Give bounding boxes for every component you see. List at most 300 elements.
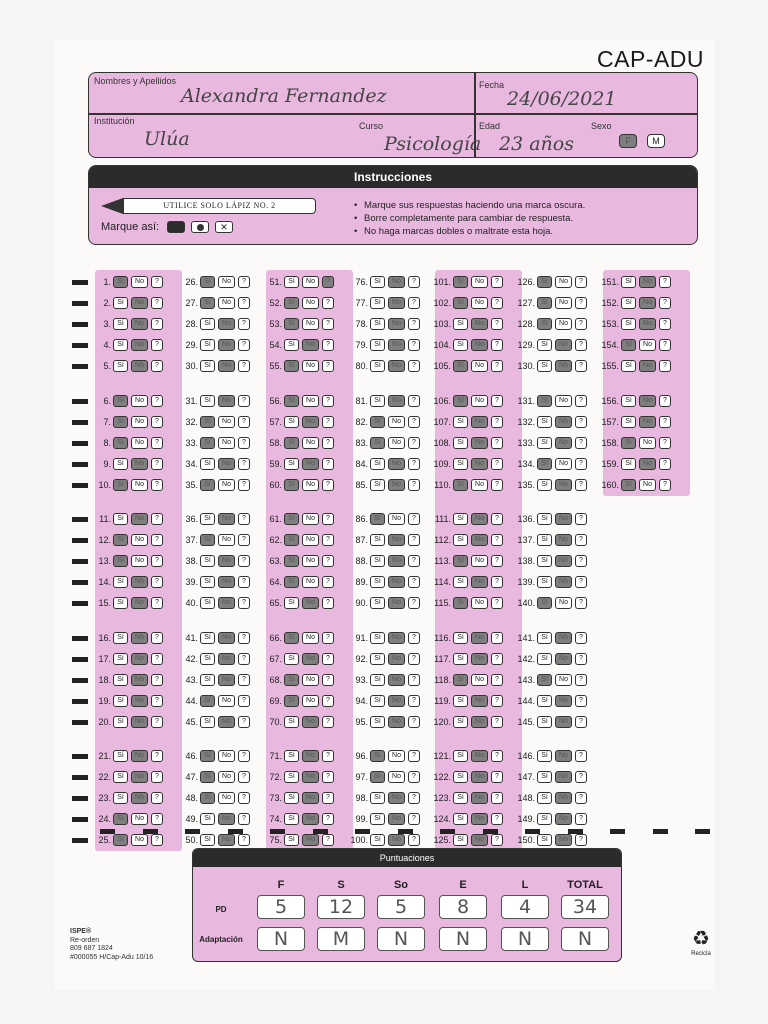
no-bubble[interactable]: No xyxy=(131,653,148,665)
no-bubble[interactable]: No xyxy=(302,297,319,309)
unsure-bubble[interactable]: ? xyxy=(322,479,334,491)
unsure-bubble[interactable]: ? xyxy=(659,276,671,288)
no-bubble[interactable]: No xyxy=(218,416,235,428)
no-bubble[interactable]: No xyxy=(131,479,148,491)
si-bubble[interactable]: Sí xyxy=(370,716,385,728)
unsure-bubble[interactable]: ? xyxy=(408,395,420,407)
unsure-bubble[interactable]: ? xyxy=(151,297,163,309)
adapt-f-cell[interactable]: N xyxy=(257,927,305,951)
unsure-bubble[interactable]: ? xyxy=(322,555,334,567)
no-bubble[interactable]: No xyxy=(302,750,319,762)
unsure-bubble[interactable]: ? xyxy=(491,318,503,330)
unsure-bubble[interactable]: ? xyxy=(238,360,250,372)
no-bubble[interactable]: No xyxy=(555,695,572,707)
unsure-bubble[interactable]: ? xyxy=(659,437,671,449)
no-bubble[interactable]: No xyxy=(131,360,148,372)
unsure-bubble[interactable]: ? xyxy=(151,360,163,372)
unsure-bubble[interactable]: ? xyxy=(491,674,503,686)
si-bubble[interactable]: Sí xyxy=(621,339,636,351)
si-bubble[interactable]: Sí xyxy=(537,416,552,428)
no-bubble[interactable]: No xyxy=(302,276,319,288)
no-bubble[interactable]: No xyxy=(218,534,235,546)
no-bubble[interactable]: No xyxy=(471,276,488,288)
si-bubble[interactable]: Sí xyxy=(113,695,128,707)
si-bubble[interactable]: Sí xyxy=(453,555,468,567)
no-bubble[interactable]: No xyxy=(131,674,148,686)
unsure-bubble[interactable]: ? xyxy=(238,479,250,491)
no-bubble[interactable]: No xyxy=(218,339,235,351)
no-bubble[interactable]: No xyxy=(388,395,405,407)
no-bubble[interactable]: No xyxy=(218,716,235,728)
si-bubble[interactable]: Sí xyxy=(113,632,128,644)
si-bubble[interactable]: Sí xyxy=(200,458,215,470)
no-bubble[interactable]: No xyxy=(471,555,488,567)
si-bubble[interactable]: Sí xyxy=(113,597,128,609)
unsure-bubble[interactable]: ? xyxy=(322,395,334,407)
si-bubble[interactable]: Sí xyxy=(453,653,468,665)
si-bubble[interactable]: Sí xyxy=(537,555,552,567)
no-bubble[interactable]: No xyxy=(302,437,319,449)
si-bubble[interactable]: Sí xyxy=(453,771,468,783)
no-bubble[interactable]: No xyxy=(302,653,319,665)
si-bubble[interactable]: Sí xyxy=(113,437,128,449)
si-bubble[interactable]: Sí xyxy=(284,339,299,351)
unsure-bubble[interactable]: ? xyxy=(322,360,334,372)
no-bubble[interactable]: No xyxy=(302,318,319,330)
unsure-bubble[interactable]: ? xyxy=(408,576,420,588)
no-bubble[interactable]: No xyxy=(131,695,148,707)
no-bubble[interactable]: No xyxy=(639,339,656,351)
no-bubble[interactable]: No xyxy=(471,479,488,491)
pd-s-cell[interactable]: 12 xyxy=(317,895,365,919)
unsure-bubble[interactable]: ? xyxy=(575,437,587,449)
unsure-bubble[interactable]: ? xyxy=(322,276,334,288)
si-bubble[interactable]: Sí xyxy=(284,360,299,372)
unsure-bubble[interactable]: ? xyxy=(238,437,250,449)
no-bubble[interactable]: No xyxy=(302,716,319,728)
no-bubble[interactable]: No xyxy=(388,771,405,783)
no-bubble[interactable]: No xyxy=(388,576,405,588)
unsure-bubble[interactable]: ? xyxy=(659,395,671,407)
no-bubble[interactable]: No xyxy=(555,513,572,525)
si-bubble[interactable]: Sí xyxy=(113,834,128,846)
no-bubble[interactable]: No xyxy=(471,653,488,665)
unsure-bubble[interactable]: ? xyxy=(575,395,587,407)
no-bubble[interactable]: No xyxy=(555,339,572,351)
si-bubble[interactable]: Sí xyxy=(537,534,552,546)
no-bubble[interactable]: No xyxy=(388,632,405,644)
no-bubble[interactable]: No xyxy=(471,834,488,846)
pd-total-cell[interactable]: 34 xyxy=(561,895,609,919)
no-bubble[interactable]: No xyxy=(471,576,488,588)
no-bubble[interactable]: No xyxy=(302,674,319,686)
no-bubble[interactable]: No xyxy=(471,339,488,351)
si-bubble[interactable]: Sí xyxy=(453,534,468,546)
unsure-bubble[interactable]: ? xyxy=(151,632,163,644)
si-bubble[interactable]: Sí xyxy=(537,360,552,372)
si-bubble[interactable]: Sí xyxy=(621,318,636,330)
si-bubble[interactable]: Sí xyxy=(537,339,552,351)
adapt-e-cell[interactable]: N xyxy=(439,927,487,951)
unsure-bubble[interactable]: ? xyxy=(408,750,420,762)
no-bubble[interactable]: No xyxy=(555,576,572,588)
si-bubble[interactable]: Sí xyxy=(370,534,385,546)
unsure-bubble[interactable]: ? xyxy=(238,792,250,804)
si-bubble[interactable]: Sí xyxy=(453,750,468,762)
si-bubble[interactable]: Sí xyxy=(453,792,468,804)
no-bubble[interactable]: No xyxy=(388,513,405,525)
unsure-bubble[interactable]: ? xyxy=(491,716,503,728)
no-bubble[interactable]: No xyxy=(555,771,572,783)
unsure-bubble[interactable]: ? xyxy=(151,534,163,546)
si-bubble[interactable]: Sí xyxy=(113,792,128,804)
unsure-bubble[interactable]: ? xyxy=(491,276,503,288)
unsure-bubble[interactable]: ? xyxy=(491,479,503,491)
si-bubble[interactable]: Sí xyxy=(113,555,128,567)
unsure-bubble[interactable]: ? xyxy=(151,771,163,783)
no-bubble[interactable]: No xyxy=(131,276,148,288)
unsure-bubble[interactable]: ? xyxy=(659,339,671,351)
no-bubble[interactable]: No xyxy=(471,674,488,686)
no-bubble[interactable]: No xyxy=(388,318,405,330)
no-bubble[interactable]: No xyxy=(471,437,488,449)
unsure-bubble[interactable]: ? xyxy=(322,695,334,707)
adapt-l-cell[interactable]: N xyxy=(501,927,549,951)
unsure-bubble[interactable]: ? xyxy=(322,750,334,762)
unsure-bubble[interactable]: ? xyxy=(408,513,420,525)
no-bubble[interactable]: No xyxy=(218,834,235,846)
no-bubble[interactable]: No xyxy=(471,458,488,470)
no-bubble[interactable]: No xyxy=(131,318,148,330)
si-bubble[interactable]: Sí xyxy=(113,750,128,762)
unsure-bubble[interactable]: ? xyxy=(322,534,334,546)
si-bubble[interactable]: Sí xyxy=(537,297,552,309)
no-bubble[interactable]: No xyxy=(302,339,319,351)
si-bubble[interactable]: Sí xyxy=(200,534,215,546)
si-bubble[interactable]: Sí xyxy=(370,395,385,407)
no-bubble[interactable]: No xyxy=(555,416,572,428)
si-bubble[interactable]: Sí xyxy=(200,771,215,783)
si-bubble[interactable]: Sí xyxy=(284,276,299,288)
si-bubble[interactable]: Sí xyxy=(200,395,215,407)
unsure-bubble[interactable]: ? xyxy=(322,653,334,665)
unsure-bubble[interactable]: ? xyxy=(322,632,334,644)
si-bubble[interactable]: Sí xyxy=(370,513,385,525)
unsure-bubble[interactable]: ? xyxy=(238,695,250,707)
pd-so-cell[interactable]: 5 xyxy=(377,895,425,919)
si-bubble[interactable]: Sí xyxy=(370,360,385,372)
unsure-bubble[interactable]: ? xyxy=(408,632,420,644)
no-bubble[interactable]: No xyxy=(131,632,148,644)
no-bubble[interactable]: No xyxy=(639,297,656,309)
sexo-m-bubble[interactable]: M xyxy=(647,134,665,148)
no-bubble[interactable]: No xyxy=(471,297,488,309)
unsure-bubble[interactable]: ? xyxy=(408,716,420,728)
unsure-bubble[interactable]: ? xyxy=(575,339,587,351)
unsure-bubble[interactable]: ? xyxy=(575,276,587,288)
no-bubble[interactable]: No xyxy=(471,534,488,546)
no-bubble[interactable]: No xyxy=(218,750,235,762)
no-bubble[interactable]: No xyxy=(302,513,319,525)
no-bubble[interactable]: No xyxy=(302,632,319,644)
si-bubble[interactable]: Sí xyxy=(453,576,468,588)
unsure-bubble[interactable]: ? xyxy=(408,458,420,470)
unsure-bubble[interactable]: ? xyxy=(238,653,250,665)
unsure-bubble[interactable]: ? xyxy=(575,513,587,525)
no-bubble[interactable]: No xyxy=(388,479,405,491)
si-bubble[interactable]: Sí xyxy=(453,597,468,609)
si-bubble[interactable]: Sí xyxy=(370,318,385,330)
si-bubble[interactable]: Sí xyxy=(621,276,636,288)
unsure-bubble[interactable]: ? xyxy=(238,416,250,428)
no-bubble[interactable]: No xyxy=(388,792,405,804)
pd-l-cell[interactable]: 4 xyxy=(501,895,549,919)
si-bubble[interactable]: Sí xyxy=(113,360,128,372)
unsure-bubble[interactable]: ? xyxy=(491,750,503,762)
unsure-bubble[interactable]: ? xyxy=(151,458,163,470)
no-bubble[interactable]: No xyxy=(302,695,319,707)
unsure-bubble[interactable]: ? xyxy=(491,834,503,846)
si-bubble[interactable]: Sí xyxy=(284,297,299,309)
si-bubble[interactable]: Sí xyxy=(113,513,128,525)
no-bubble[interactable]: No xyxy=(555,534,572,546)
adapt-so-cell[interactable]: N xyxy=(377,927,425,951)
no-bubble[interactable]: No xyxy=(302,834,319,846)
unsure-bubble[interactable]: ? xyxy=(238,750,250,762)
unsure-bubble[interactable]: ? xyxy=(151,792,163,804)
unsure-bubble[interactable]: ? xyxy=(575,632,587,644)
unsure-bubble[interactable]: ? xyxy=(575,716,587,728)
si-bubble[interactable]: Sí xyxy=(284,318,299,330)
no-bubble[interactable]: No xyxy=(639,360,656,372)
unsure-bubble[interactable]: ? xyxy=(491,597,503,609)
unsure-bubble[interactable]: ? xyxy=(151,339,163,351)
unsure-bubble[interactable]: ? xyxy=(151,716,163,728)
si-bubble[interactable]: Sí xyxy=(621,458,636,470)
unsure-bubble[interactable]: ? xyxy=(151,834,163,846)
no-bubble[interactable]: No xyxy=(555,834,572,846)
no-bubble[interactable]: No xyxy=(471,513,488,525)
si-bubble[interactable]: Sí xyxy=(200,750,215,762)
no-bubble[interactable]: No xyxy=(471,813,488,825)
no-bubble[interactable]: No xyxy=(388,716,405,728)
si-bubble[interactable]: Sí xyxy=(284,513,299,525)
unsure-bubble[interactable]: ? xyxy=(238,576,250,588)
no-bubble[interactable]: No xyxy=(218,771,235,783)
no-bubble[interactable]: No xyxy=(555,437,572,449)
no-bubble[interactable]: No xyxy=(218,360,235,372)
no-bubble[interactable]: No xyxy=(555,395,572,407)
unsure-bubble[interactable]: ? xyxy=(322,813,334,825)
si-bubble[interactable]: Sí xyxy=(537,458,552,470)
si-bubble[interactable]: Sí xyxy=(284,534,299,546)
si-bubble[interactable]: Sí xyxy=(621,360,636,372)
si-bubble[interactable]: Sí xyxy=(453,318,468,330)
si-bubble[interactable]: Sí xyxy=(284,771,299,783)
no-bubble[interactable]: No xyxy=(302,555,319,567)
unsure-bubble[interactable]: ? xyxy=(408,318,420,330)
si-bubble[interactable]: Sí xyxy=(453,395,468,407)
unsure-bubble[interactable]: ? xyxy=(238,395,250,407)
si-bubble[interactable]: Sí xyxy=(370,792,385,804)
unsure-bubble[interactable]: ? xyxy=(659,479,671,491)
unsure-bubble[interactable]: ? xyxy=(151,395,163,407)
no-bubble[interactable]: No xyxy=(131,297,148,309)
si-bubble[interactable]: Sí xyxy=(370,416,385,428)
no-bubble[interactable]: No xyxy=(388,597,405,609)
unsure-bubble[interactable]: ? xyxy=(408,792,420,804)
no-bubble[interactable]: No xyxy=(388,653,405,665)
unsure-bubble[interactable]: ? xyxy=(408,674,420,686)
fecha-field[interactable]: 24/06/2021 xyxy=(507,88,617,110)
si-bubble[interactable]: Sí xyxy=(537,318,552,330)
si-bubble[interactable]: Sí xyxy=(370,339,385,351)
no-bubble[interactable]: No xyxy=(388,276,405,288)
si-bubble[interactable]: Sí xyxy=(537,576,552,588)
si-bubble[interactable]: Sí xyxy=(621,479,636,491)
si-bubble[interactable]: Sí xyxy=(453,479,468,491)
si-bubble[interactable]: Sí xyxy=(200,416,215,428)
unsure-bubble[interactable]: ? xyxy=(491,695,503,707)
unsure-bubble[interactable]: ? xyxy=(322,458,334,470)
institucion-field[interactable]: Ulúa xyxy=(144,128,190,150)
unsure-bubble[interactable]: ? xyxy=(238,458,250,470)
si-bubble[interactable]: Sí xyxy=(113,458,128,470)
unsure-bubble[interactable]: ? xyxy=(408,653,420,665)
unsure-bubble[interactable]: ? xyxy=(491,555,503,567)
no-bubble[interactable]: No xyxy=(131,416,148,428)
si-bubble[interactable]: Sí xyxy=(453,416,468,428)
unsure-bubble[interactable]: ? xyxy=(238,674,250,686)
unsure-bubble[interactable]: ? xyxy=(491,437,503,449)
unsure-bubble[interactable]: ? xyxy=(322,297,334,309)
no-bubble[interactable]: No xyxy=(471,771,488,783)
no-bubble[interactable]: No xyxy=(555,632,572,644)
nombre-field[interactable]: Alexandra Fernandez xyxy=(181,85,387,107)
no-bubble[interactable]: No xyxy=(639,395,656,407)
pd-f-cell[interactable]: 5 xyxy=(257,895,305,919)
no-bubble[interactable]: No xyxy=(131,437,148,449)
si-bubble[interactable]: Sí xyxy=(370,555,385,567)
no-bubble[interactable]: No xyxy=(639,416,656,428)
unsure-bubble[interactable]: ? xyxy=(322,513,334,525)
si-bubble[interactable]: Sí xyxy=(537,792,552,804)
si-bubble[interactable]: Sí xyxy=(200,653,215,665)
no-bubble[interactable]: No xyxy=(218,555,235,567)
unsure-bubble[interactable]: ? xyxy=(575,750,587,762)
si-bubble[interactable]: Sí xyxy=(113,339,128,351)
si-bubble[interactable]: Sí xyxy=(370,458,385,470)
unsure-bubble[interactable]: ? xyxy=(322,834,334,846)
unsure-bubble[interactable]: ? xyxy=(322,716,334,728)
unsure-bubble[interactable]: ? xyxy=(408,339,420,351)
unsure-bubble[interactable]: ? xyxy=(322,318,334,330)
unsure-bubble[interactable]: ? xyxy=(408,834,420,846)
si-bubble[interactable]: Sí xyxy=(113,534,128,546)
no-bubble[interactable]: No xyxy=(218,674,235,686)
no-bubble[interactable]: No xyxy=(639,276,656,288)
si-bubble[interactable]: Sí xyxy=(453,437,468,449)
no-bubble[interactable]: No xyxy=(302,792,319,804)
si-bubble[interactable]: Sí xyxy=(113,479,128,491)
si-bubble[interactable]: Sí xyxy=(537,674,552,686)
unsure-bubble[interactable]: ? xyxy=(151,597,163,609)
si-bubble[interactable]: Sí xyxy=(453,632,468,644)
no-bubble[interactable]: No xyxy=(218,513,235,525)
si-bubble[interactable]: Sí xyxy=(537,834,552,846)
si-bubble[interactable]: Sí xyxy=(284,458,299,470)
no-bubble[interactable]: No xyxy=(131,458,148,470)
unsure-bubble[interactable]: ? xyxy=(575,416,587,428)
si-bubble[interactable]: Sí xyxy=(113,813,128,825)
sexo-f-bubble[interactable]: F xyxy=(619,134,637,148)
unsure-bubble[interactable]: ? xyxy=(408,297,420,309)
si-bubble[interactable]: Sí xyxy=(200,437,215,449)
si-bubble[interactable]: Sí xyxy=(200,813,215,825)
si-bubble[interactable]: Sí xyxy=(284,555,299,567)
si-bubble[interactable]: Sí xyxy=(537,750,552,762)
unsure-bubble[interactable]: ? xyxy=(238,318,250,330)
no-bubble[interactable]: No xyxy=(302,813,319,825)
no-bubble[interactable]: No xyxy=(302,771,319,783)
si-bubble[interactable]: Sí xyxy=(284,416,299,428)
unsure-bubble[interactable]: ? xyxy=(238,716,250,728)
unsure-bubble[interactable]: ? xyxy=(491,339,503,351)
no-bubble[interactable]: No xyxy=(388,534,405,546)
edad-field[interactable]: 23 años xyxy=(499,133,574,155)
unsure-bubble[interactable]: ? xyxy=(575,674,587,686)
unsure-bubble[interactable]: ? xyxy=(575,458,587,470)
no-bubble[interactable]: No xyxy=(471,792,488,804)
unsure-bubble[interactable]: ? xyxy=(491,458,503,470)
si-bubble[interactable]: Sí xyxy=(453,834,468,846)
si-bubble[interactable]: Sí xyxy=(453,276,468,288)
si-bubble[interactable]: Sí xyxy=(113,297,128,309)
unsure-bubble[interactable]: ? xyxy=(151,750,163,762)
no-bubble[interactable]: No xyxy=(639,479,656,491)
unsure-bubble[interactable]: ? xyxy=(238,534,250,546)
unsure-bubble[interactable]: ? xyxy=(491,792,503,804)
no-bubble[interactable]: No xyxy=(388,458,405,470)
unsure-bubble[interactable]: ? xyxy=(151,437,163,449)
si-bubble[interactable]: Sí xyxy=(113,276,128,288)
no-bubble[interactable]: No xyxy=(471,716,488,728)
unsure-bubble[interactable]: ? xyxy=(491,771,503,783)
si-bubble[interactable]: Sí xyxy=(370,479,385,491)
unsure-bubble[interactable]: ? xyxy=(238,513,250,525)
unsure-bubble[interactable]: ? xyxy=(151,479,163,491)
no-bubble[interactable]: No xyxy=(302,576,319,588)
no-bubble[interactable]: No xyxy=(131,576,148,588)
unsure-bubble[interactable]: ? xyxy=(238,771,250,783)
no-bubble[interactable]: No xyxy=(218,792,235,804)
no-bubble[interactable]: No xyxy=(471,632,488,644)
si-bubble[interactable]: Sí xyxy=(537,695,552,707)
no-bubble[interactable]: No xyxy=(555,479,572,491)
si-bubble[interactable]: Sí xyxy=(113,318,128,330)
unsure-bubble[interactable]: ? xyxy=(491,813,503,825)
si-bubble[interactable]: Sí xyxy=(284,479,299,491)
si-bubble[interactable]: Sí xyxy=(200,695,215,707)
no-bubble[interactable]: No xyxy=(131,771,148,783)
si-bubble[interactable]: Sí xyxy=(200,632,215,644)
si-bubble[interactable]: Sí xyxy=(113,576,128,588)
no-bubble[interactable]: No xyxy=(218,632,235,644)
unsure-bubble[interactable]: ? xyxy=(491,297,503,309)
no-bubble[interactable]: No xyxy=(218,576,235,588)
unsure-bubble[interactable]: ? xyxy=(151,555,163,567)
si-bubble[interactable]: Sí xyxy=(284,674,299,686)
